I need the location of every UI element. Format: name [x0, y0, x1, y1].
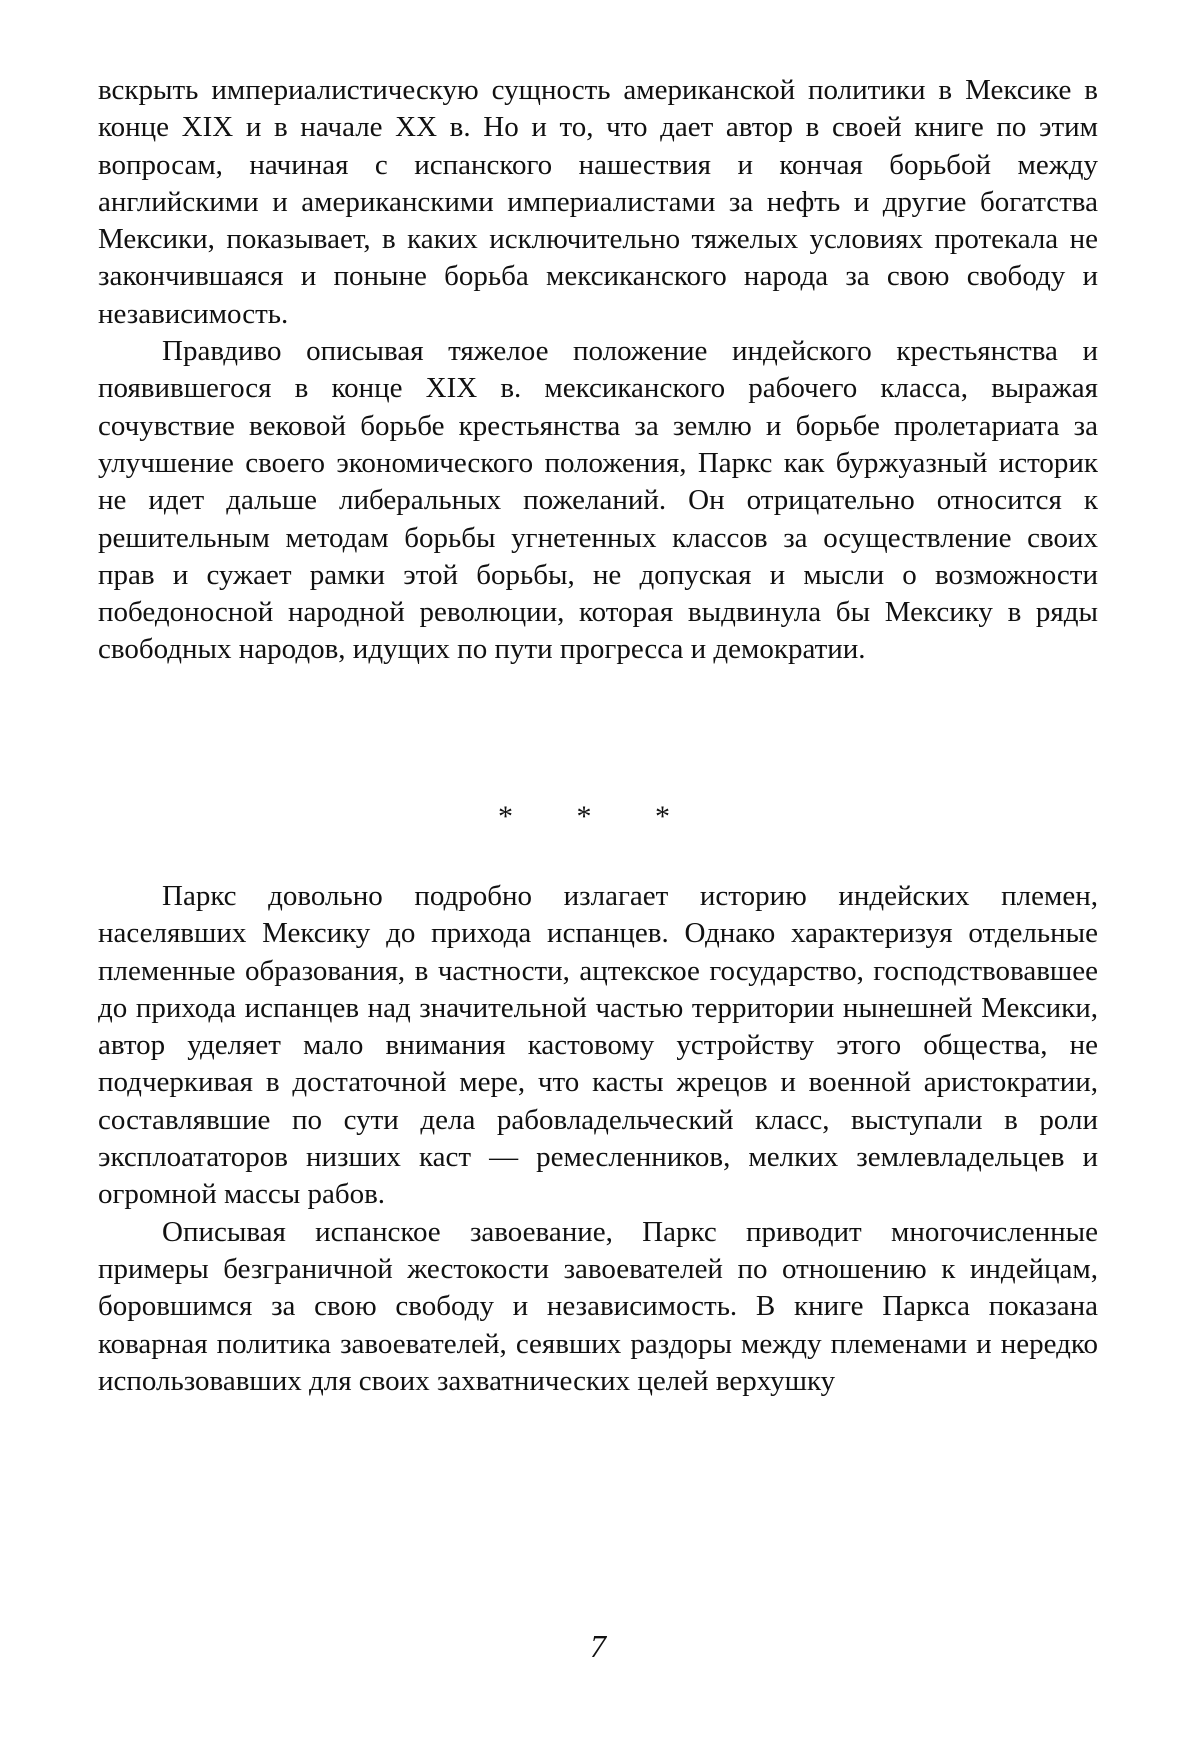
section-divider: * * *	[498, 800, 698, 833]
paragraph-indian-tribes: Паркс довольно подробно излагает историю индейских племен, населявших Мексику до прихода испанцев. Однако характеризуя отдельные племенные образования, в частности, ацтекское государство, господствовавшее до прихода испанцев над значительной частью территории нынешней Мексики, автор уделяет мало внимания кастовому устройству этого общества, не подчеркивая в достаточной мере, что касты жрецов и военной аристократии, составлявшие по сути дела рабовладельческий класс, выступали в роли эксплоататоров низших каст — ремесленников, мелких землевладельцев и огромной массы рабов.	[98, 880, 1098, 1211]
paragraph-continuation: вскрыть империалистическую сущность американской политики в Мексике в конце XIX и в начале XX в. Но и то, что дает автор в своей книге по этим вопросам, начиная с испанского нашествия и кончая борьбой между английскими и американскими империалистами за нефть и другие богатства Мексики, показывает, в каких исключительно тяжелых условиях протекала не закончившаяся и поныне борьба мексиканского народа за свою свободу и независимость.	[98, 74, 1098, 330]
paragraph-parks-critique: Правдиво описывая тяжелое положение индейского крестьянства и появившегося в конце XIX в. мексиканского рабочего класса, выражая сочувствие вековой борьбе крестьянства за землю и борьбе пролетариата за улучшение своего экономического положения, Паркс как буржуазный историк не идет дальше либеральных пожеланий. Он отрицательно относится к решительным методам борьбы угнетенных классов за осуществление своих прав и сужает рамки этой борьбы, не допуская и мысли о возможности победоносной народной революции, которая выдвинула бы Мексику в ряды свободных народов, идущих по пути прогресса и демократии.	[98, 335, 1098, 666]
document-page	[98, 72, 1098, 669]
paragraph-spanish-conquest: Описывая испанское завоевание, Паркс приводит многочисленные примеры безграничной жестокости завоевателей по отношению к индейцам, боровшимся за свою свободу и независимость. В книге Паркса показана коварная политика завоевателей, сеявших раздоры между племенами и нередко использовавших для своих захватнических целей верхушку	[98, 1215, 1098, 1397]
document-page-lower	[98, 878, 1098, 1400]
page-number: 7	[590, 1628, 606, 1664]
